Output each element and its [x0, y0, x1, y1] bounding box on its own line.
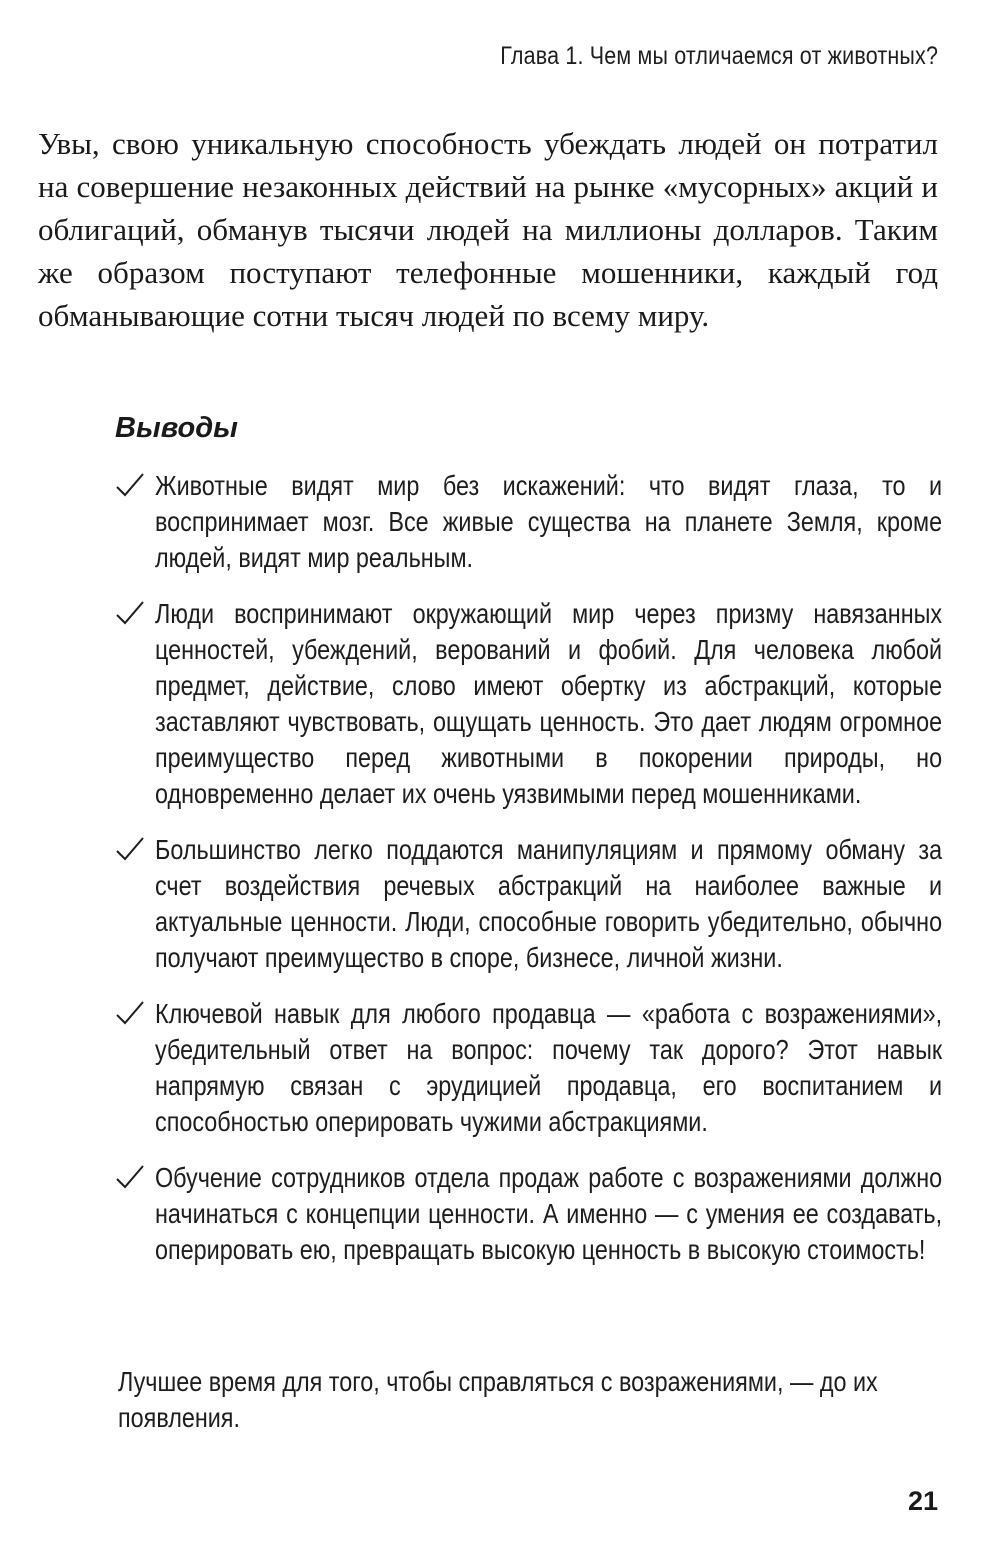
list-item	[115, 1160, 945, 1268]
conclusions-section	[115, 410, 945, 1288]
list-item	[115, 832, 945, 976]
list-item-text: Ключевой навык для любого продавца — «работа с возражениями», убедительный ответ на вопрос: почему так дорого? Этот навык напрямую связан с эрудицией продавца, его воспитанием и способностью оперировать чужими абстракциями.	[155, 998, 943, 1137]
intro-paragraph: Увы, свою уникальную способность убеждать людей он потратил на совершение незаконных действий на рынке «мусорных» акций и облигаций, обманув тысячи людей на миллионы долларов. Таким же образом поступают телефонные мошенники, каждый год обманывающие сотни тысяч людей по всему миру.	[38, 126, 938, 333]
check-icon	[115, 472, 145, 498]
closing-paragraph: Лучшее время для того, чтобы справляться с возражениями, — до их появления.	[118, 1366, 878, 1433]
running-header: Глава 1. Чем мы отличаемся от животных?	[500, 42, 938, 70]
page-number: 21	[907, 1486, 938, 1516]
conclusions-heading: Выводы	[115, 412, 238, 444]
list-item-text: Обучение сотрудников отдела продаж работе с возражениями должно начинаться с концепции ценности. А именно — с умения ее создавать, оперировать ею, превращать высокую ценность в высокую стоимость!	[155, 1162, 943, 1265]
conclusions-list	[115, 468, 945, 1268]
list-item	[115, 596, 945, 812]
check-icon	[115, 600, 145, 626]
check-icon	[115, 1164, 145, 1190]
list-item	[115, 468, 945, 576]
list-item	[115, 996, 945, 1140]
list-item-text: Животные видят мир без искажений: что видят глаза, то и воспринимает мозг. Все живые существа на планете Земля, кроме людей, видят мир реальным.	[155, 470, 943, 573]
list-item-text: Люди воспринимают окружающий мир через призму навязанных ценностей, убеждений, верований и фобий. Для человека любой предмет, действие, слово имеют обертку из абстракций, которые заставляют чувствовать, ощущать ценность. Это дает людям огромное преимущество перед животными в покорении природы, но одновременно делает их очень уязвимыми перед мошенниками.	[155, 598, 943, 809]
check-icon	[115, 836, 145, 862]
check-icon	[115, 1000, 145, 1026]
list-item-text: Большинство легко поддаются манипуляциям и прямому обману за счет воздействия речевых абстракций на наиболее важные и актуальные ценности. Люди, способные говорить убедительно, обычно получают преимущество в споре, бизнесе, личной жизни.	[155, 834, 943, 973]
